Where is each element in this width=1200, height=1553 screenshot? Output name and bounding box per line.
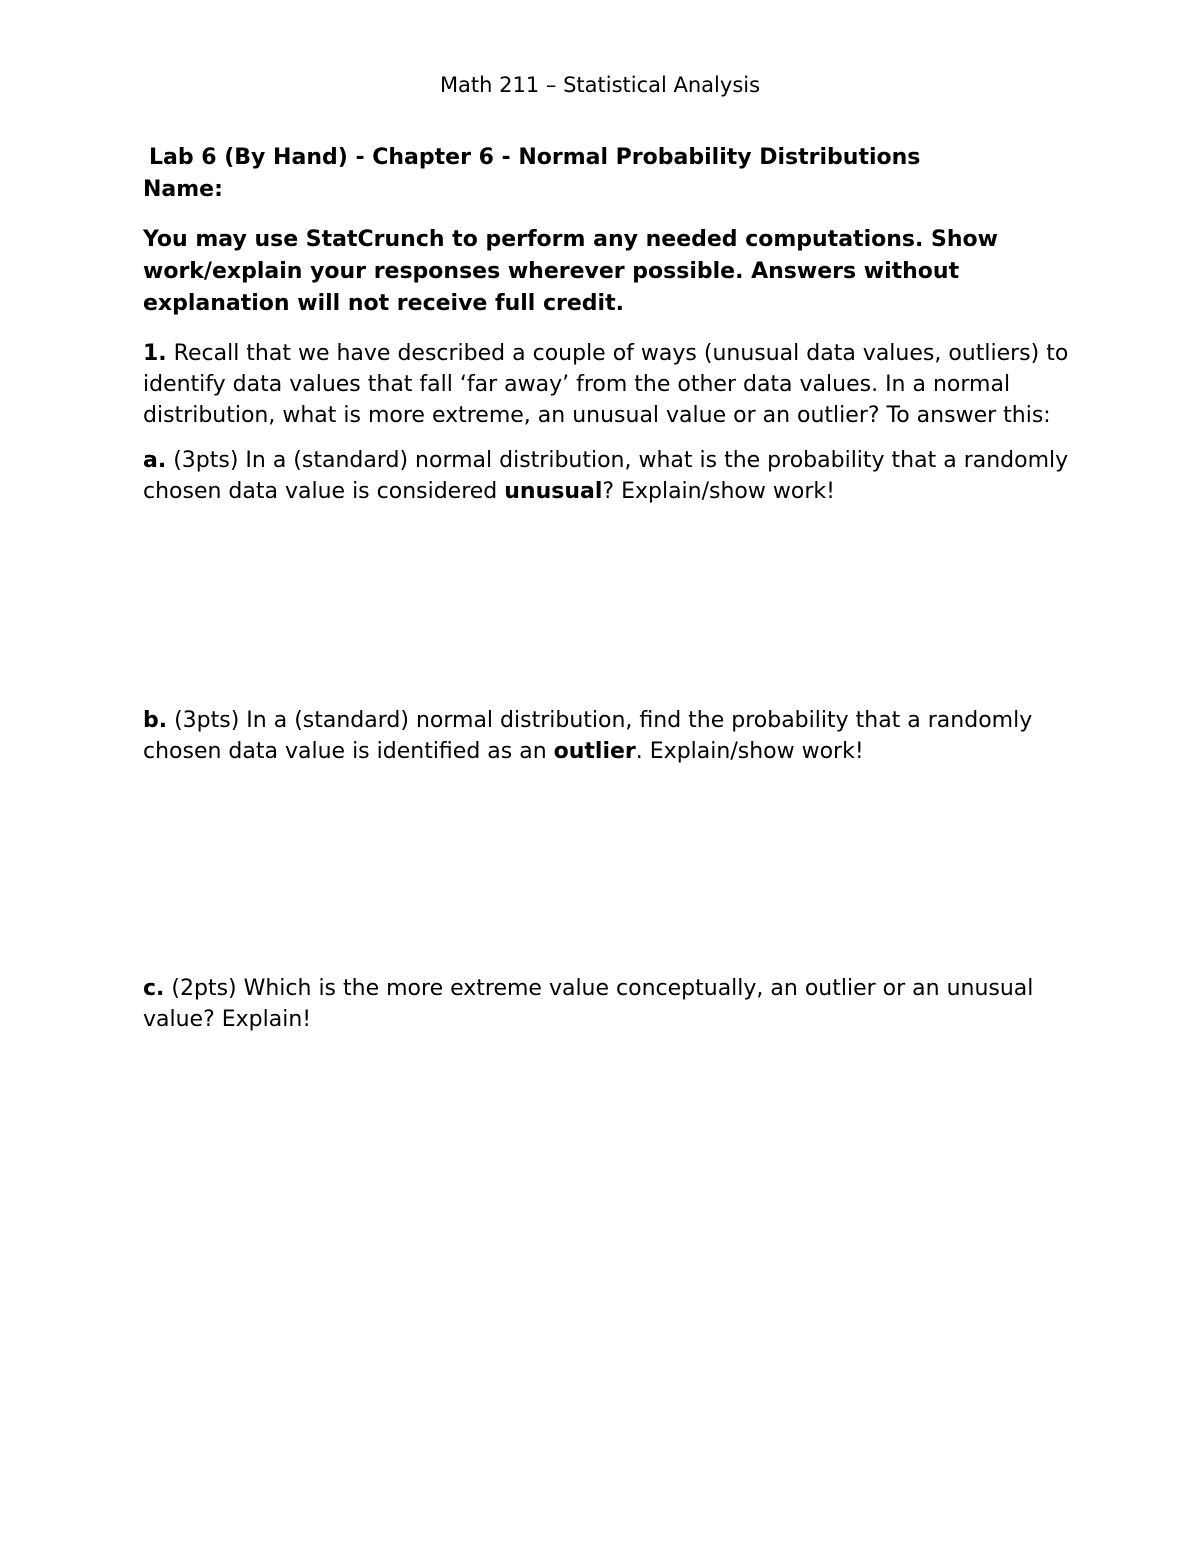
question-1a-text-before: (3pts) In a (standard) normal distribution, what is the probability that a randomly chosen data value is considered: [143, 448, 1069, 504]
lab-title-block: [143, 142, 1073, 206]
question-1a-emphasis: unusual: [504, 479, 603, 504]
question-1b: [143, 705, 1073, 767]
question-1c: [143, 973, 1073, 1035]
question-1b-label: b.: [143, 708, 168, 733]
question-1-text: Recall that we have described a couple of ways (unusual data values, outliers) to identify data values that fall ‘far away’ from the other data values. In a normal distribution, what is more extreme, an unusual value or an outlier? To answer this:: [143, 341, 1069, 428]
question-1b-emphasis: outlier: [553, 739, 636, 764]
question-1: [143, 338, 1073, 431]
question-1c-label: c.: [143, 976, 165, 1001]
question-1-label: 1.: [143, 341, 167, 366]
question-1b-text-before: (3pts) In a (standard) normal distribution, find the probability that a randomly chosen data value is identified as an: [143, 708, 1033, 764]
question-1a-text-after: ? Explain/show work!: [602, 479, 835, 504]
document-body: [143, 142, 1073, 1035]
question-1c-text: (2pts) Which is the more extreme value conceptually, an outlier or an unusual value? Explain!: [143, 976, 1034, 1032]
question-1b-text-after: . Explain/show work!: [635, 739, 864, 764]
name-label: Name:: [143, 177, 223, 202]
instructions: You may use StatCrunch to perform any needed computations. Show work/explain your responses wherever possible. Answers without explanation will not receive full credit.: [143, 227, 998, 316]
course-header: Math 211 – Statistical Analysis: [439, 73, 761, 97]
question-1a: [143, 445, 1073, 507]
question-1a-label: a.: [143, 448, 167, 473]
lab-title: Lab 6 (By Hand) - Chapter 6 - Normal Probability Distributions: [149, 145, 921, 170]
